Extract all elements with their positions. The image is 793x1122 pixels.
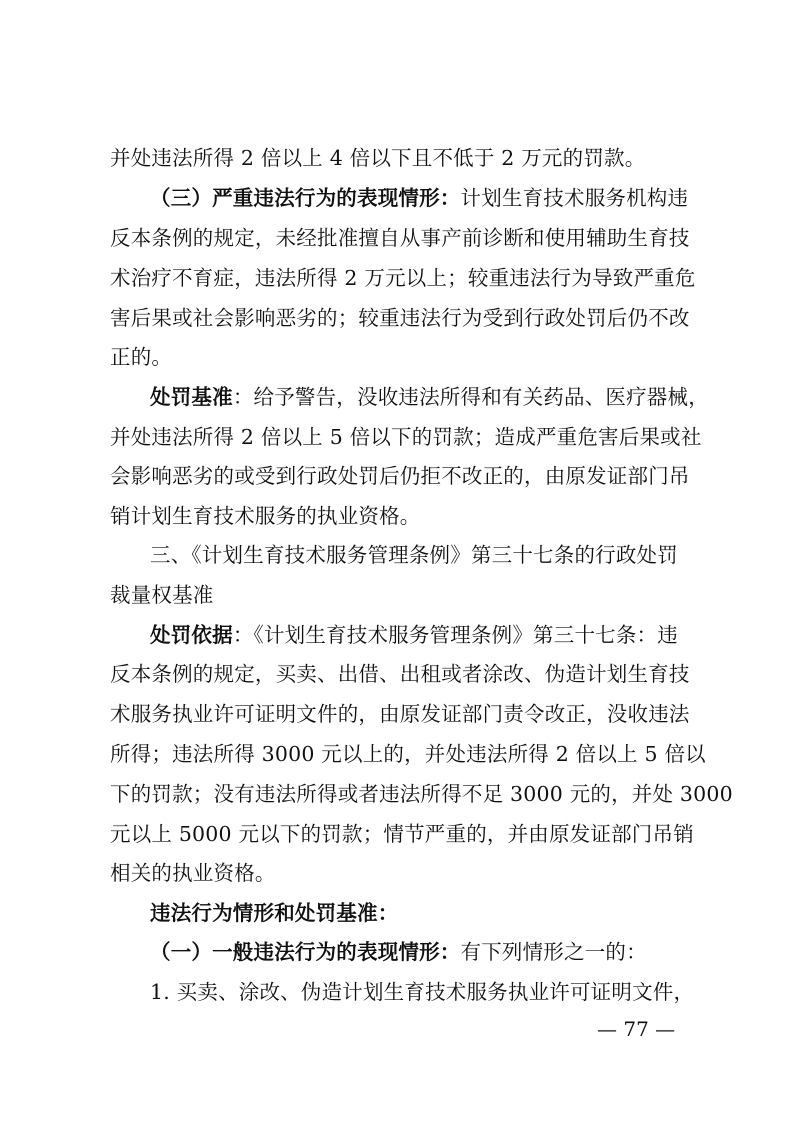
section-heading: 处罚依据 — [150, 623, 233, 647]
text-line: 三、《计划生育技术服务管理条例》第三十七条的行政处罚 — [150, 543, 678, 567]
section-heading: （一）一般违法行为的表现情形： — [150, 940, 461, 964]
text-line: 害后果或社会影响恶劣的；较重违法行为受到行政处罚后仍不改 — [110, 306, 690, 330]
text-line: 并处违法所得 2 倍以上 4 倍以下且不低于 2 万元的罚款。 — [110, 146, 646, 170]
section-heading: 处罚基准 — [150, 385, 233, 409]
text-line: 并处违法所得 2 倍以上 5 倍以下的罚款；造成严重危害后果或社 — [110, 425, 702, 449]
section-heading: 违法行为情形和处罚基准： — [150, 901, 399, 925]
text-line: 裁量权基准 — [110, 583, 214, 607]
text-line: 元以上 5000 元以下的罚款；情节严重的，并由原发证部门吊销 — [110, 822, 694, 846]
text-line: 术服务执业许可证明文件的，由原发证部门责令改正，没收违法 — [110, 702, 690, 726]
section-heading: （三）严重违法行为的表现情形： — [150, 186, 461, 210]
text-line: （一）一般违法行为的表现情形：有下列情形之一的： — [150, 940, 647, 964]
text-line: （三）严重违法行为的表现情形：计划生育技术服务机构违 — [150, 186, 689, 210]
text-line: 处罚基准：给予警告，没收违法所得和有关药品、医疗器械， — [150, 385, 709, 409]
text-line: 销计划生育技术服务的执业资格。 — [110, 504, 421, 528]
page-number: — 77 — — [597, 1017, 676, 1041]
text-line: 下的罚款；没有违法所得或者违法所得不足 3000 元的，并处 3000 — [110, 782, 733, 806]
text-line: 1. 买卖、涂改、伪造计划生育技术服务执业许可证明文件， — [150, 980, 695, 1004]
text-line: 反本条例的规定，买卖、出借、出租或者涂改、伪造计划生育技 — [110, 662, 690, 686]
text-line: 术治疗不育症，违法所得 2 万元以上；较重违法行为导致严重危 — [110, 266, 696, 290]
text-line: 所得；违法所得 3000 元以上的，并处违法所得 2 倍以上 5 倍以 — [110, 742, 706, 766]
text-line: 会影响恶劣的或受到行政处罚后仍拒不改正的，由原发证部门吊 — [110, 464, 690, 488]
text-line: 处罚依据：《计划生育技术服务管理条例》第三十七条：违 — [150, 623, 678, 647]
text-line: 反本条例的规定，未经批准擅自从事产前诊断和使用辅助生育技 — [110, 226, 690, 250]
text-line — [150, 899, 690, 927]
text-line: 相关的执业资格。 — [110, 861, 276, 885]
text-line: 正的。 — [110, 345, 173, 369]
